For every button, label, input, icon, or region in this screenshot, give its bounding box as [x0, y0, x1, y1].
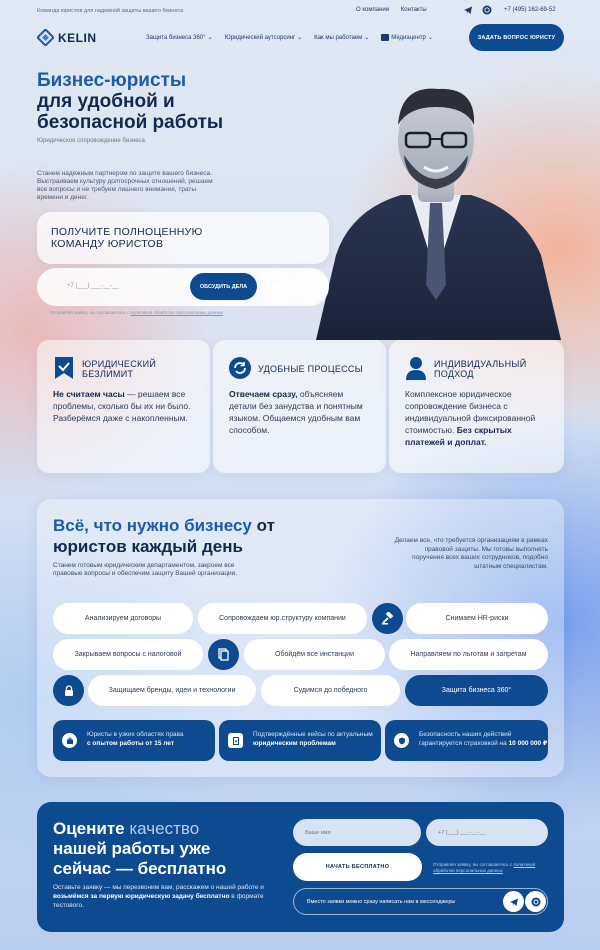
telegram-button[interactable]	[257, 268, 295, 306]
cta-desc-bold: возьмёмся за первую юридическую задачу бесплатно	[53, 893, 230, 900]
feature-title-line: ИНДИВИДУАЛЬНЫЙ	[434, 359, 527, 369]
stat-line: Юристы в узких областях права	[87, 731, 184, 738]
nav-item-outsourcing[interactable]	[225, 34, 303, 41]
documents-icon	[208, 639, 239, 670]
bookmark-check-icon	[53, 356, 75, 380]
messenger-text: Вместо заявки можно сразу написать нам в мессенджеры	[307, 899, 456, 905]
promo-line: ПОЛУЧИТЕ ПОЛНОЦЕННУЮ	[51, 226, 203, 238]
services-title-line: юристов каждый день	[53, 537, 243, 556]
chevron-down-icon: ⌄	[297, 35, 303, 41]
stat-card	[385, 720, 548, 761]
service-pill[interactable]: Закрываем вопросы с налоговой	[53, 639, 203, 670]
telegram-icon[interactable]	[463, 5, 473, 15]
main-nav	[0, 24, 600, 52]
briefcase-icon	[62, 733, 77, 748]
whatsapp-icon[interactable]	[482, 5, 492, 15]
stat-text	[419, 731, 548, 748]
promo-card	[37, 212, 329, 264]
feature-bold: Без скрытых платежей и доплат.	[405, 425, 512, 447]
service-pill[interactable]: Снимаем HR-риски	[406, 603, 548, 634]
promo-line: КОМАНДУ ЮРИСТОВ	[51, 238, 164, 250]
stat-text	[87, 731, 184, 748]
stat-line: Безопасность наших действий гарантируется страховкой на	[419, 731, 512, 747]
feature-title-line: ЮРИДИЧЕСКИЙ	[82, 359, 157, 369]
logo-icon	[37, 29, 54, 46]
cta-title-strong: Оцените	[53, 819, 125, 838]
stat-card	[53, 720, 215, 761]
cta-desc-text: Оставьте заявку — мы перезвоним вам, расскажем о нашей работе и	[53, 884, 264, 891]
service-pill[interactable]: Защищаем бренды, идеи и технологии	[88, 675, 256, 706]
logo-text: KELIN	[58, 30, 97, 45]
document-check-icon	[228, 733, 243, 748]
nav-item-how-we-work[interactable]	[314, 34, 369, 41]
cta-phone-field[interactable]	[426, 819, 548, 846]
hero-consent	[50, 310, 223, 315]
logo[interactable]	[37, 29, 97, 46]
service-pill[interactable]: Сопровождаем юр.структуру компании	[198, 603, 367, 634]
nav-item-protection[interactable]	[146, 34, 213, 41]
telegram-button[interactable]	[503, 891, 524, 912]
cta-title-light: качество	[124, 819, 200, 838]
hero-phone-input[interactable]: +7 (___) ___-__-__	[67, 283, 119, 289]
cta-title-line: нашей работы уже	[53, 839, 211, 858]
stat-card	[219, 720, 381, 761]
feature-text: объясняем детали без занудства и понятным языком. Общаемся удобным вам способом.	[229, 389, 363, 435]
top-bar	[0, 0, 600, 22]
nav-item-label: Медиацентр	[391, 34, 426, 41]
service-pill[interactable]: Анализируем договоры	[53, 603, 193, 634]
privacy-policy-link[interactable]: политикой обработки персональных данных	[433, 862, 536, 873]
feature-text: — решаем все проблемы, сколько бы их ни было. Разберёмся даже с накопленным.	[53, 389, 191, 423]
nav-item-label: Юридический аутсорсинг	[224, 34, 296, 41]
whatsapp-button[interactable]	[293, 268, 329, 304]
feature-bold: Не считаем часы	[53, 389, 125, 399]
chevron-down-icon: ⌄	[207, 35, 213, 41]
feature-card-individual	[389, 340, 564, 473]
name-placeholder: Ваше имя	[305, 830, 331, 836]
lock-icon	[53, 675, 84, 706]
feature-title	[82, 359, 156, 379]
chevron-down-icon: ⌄	[364, 35, 370, 41]
phone-placeholder: +7 (___) ___-__-__	[438, 830, 486, 836]
feature-card-processes	[213, 340, 386, 473]
about-link[interactable]: О компании	[356, 7, 390, 13]
discuss-button[interactable]: ОБСУДИТЬ ДЕЛА	[190, 273, 257, 300]
hero-description: Станем надежным партнером по защите вашего бизнеса. Выстраиваем культуру долгосрочных отношений, решаем все вопросы и не требуем лишнего внимания, траты времени и денег.	[37, 170, 213, 201]
services-title-accent: Всё, что нужно бизнесу	[53, 516, 252, 535]
start-free-button[interactable]: НАЧАТЬ БЕСПЛАТНО	[293, 853, 422, 881]
ask-lawyer-button[interactable]: ЗАДАТЬ ВОПРОС ЮРИСТУ	[469, 24, 564, 51]
phone-number[interactable]: +7 (495) 162-69-52	[504, 7, 556, 13]
cta-description	[53, 883, 283, 910]
telegram-icon	[509, 897, 519, 907]
nav-item-label: Защита бизнеса 360°	[146, 34, 206, 41]
service-pill[interactable]: Обойдём все инстанции	[244, 639, 385, 670]
hero-subtitle: Юридическое сопровождение бизнеса	[37, 138, 145, 144]
hero-title-line: Бизнес-юристы	[37, 70, 187, 91]
shield-icon	[394, 733, 409, 748]
contacts-link[interactable]: Контакты	[400, 7, 427, 13]
stat-line: Подтверждённые кейсы по актуальным	[253, 731, 373, 738]
services-right-description: Делаем все, что требуется организациям в рамках правовой защиты. Мы готовы выполнять поручения всех ваших сотрудников, подобно штатным специалистам.	[394, 537, 548, 570]
cta-consent	[433, 862, 543, 874]
stat-text	[253, 731, 381, 748]
promo-text	[51, 226, 203, 250]
stat-bold: юридическим проблемам	[253, 739, 336, 747]
whatsapp-icon	[305, 280, 318, 293]
feature-title-line: УДОБНЫЕ ПРОЦЕССЫ	[258, 364, 363, 374]
cta-title	[53, 819, 226, 879]
feature-body	[229, 388, 369, 436]
whatsapp-icon	[531, 897, 541, 907]
service-pill[interactable]: Судимся до победного	[261, 675, 400, 706]
feature-body	[405, 388, 550, 448]
gavel-icon	[372, 603, 403, 634]
cta-title-strong: сейчас	[53, 859, 112, 878]
privacy-policy-link[interactable]: политикой обработки персональных данных	[130, 310, 224, 315]
stat-bold: с опытом работы от 15 лет	[87, 739, 175, 747]
nav-item-media[interactable]	[381, 34, 433, 41]
telegram-icon	[270, 281, 283, 294]
cta-title-strong: — бесплатно	[111, 859, 227, 878]
top-links	[356, 7, 437, 13]
person-icon	[405, 356, 427, 380]
feature-title	[258, 364, 363, 374]
cta-desc-text: в формате тестового.	[53, 893, 264, 909]
protection-360-button[interactable]: Защита бизнеса 360°	[405, 675, 548, 706]
feature-text: Комплексное юридическое сопровождение бизнеса с индивидуальной фиксированной стоимостью.	[405, 389, 536, 435]
hero-title-line: для удобной и	[37, 91, 175, 112]
services-title	[53, 515, 275, 557]
services-description: Станем готовым юридическим департаментом, закроем все правовые вопросы и обеспечим защиту Вашей организации.	[53, 562, 238, 577]
chevron-down-icon: ⌄	[427, 35, 433, 41]
lawyer-portrait	[306, 85, 566, 340]
hero-title-line: безопасной работы	[37, 112, 224, 133]
feature-title-line: ПОДХОД	[434, 369, 474, 379]
feature-body	[53, 388, 201, 424]
book-icon	[381, 34, 389, 41]
service-pill[interactable]: Направляем по льготам и запретам	[389, 639, 548, 670]
feature-bold: Отвечаем сразу,	[229, 389, 298, 399]
services-title-text: от	[251, 516, 275, 535]
stat-bold: 10 000 000 ₽	[508, 739, 548, 747]
name-field[interactable]	[293, 819, 421, 846]
hero-title	[37, 70, 223, 133]
tagline: Команда юристов для надежной защиты вашего бизнеса	[37, 8, 184, 14]
feature-card-unlimited	[37, 340, 210, 473]
consent-text: Отправляя заявку, вы соглашаетесь с	[50, 310, 131, 315]
nav-item-label: Как мы работаем	[314, 34, 363, 41]
whatsapp-button[interactable]	[525, 891, 546, 912]
nav-menu	[146, 34, 445, 41]
refresh-icon	[229, 356, 251, 380]
feature-title	[434, 359, 526, 379]
feature-title-line: БЕЗЛИМИТ	[82, 369, 134, 379]
consent-text: Отправляя заявку, вы соглашаетесь с	[433, 862, 514, 867]
